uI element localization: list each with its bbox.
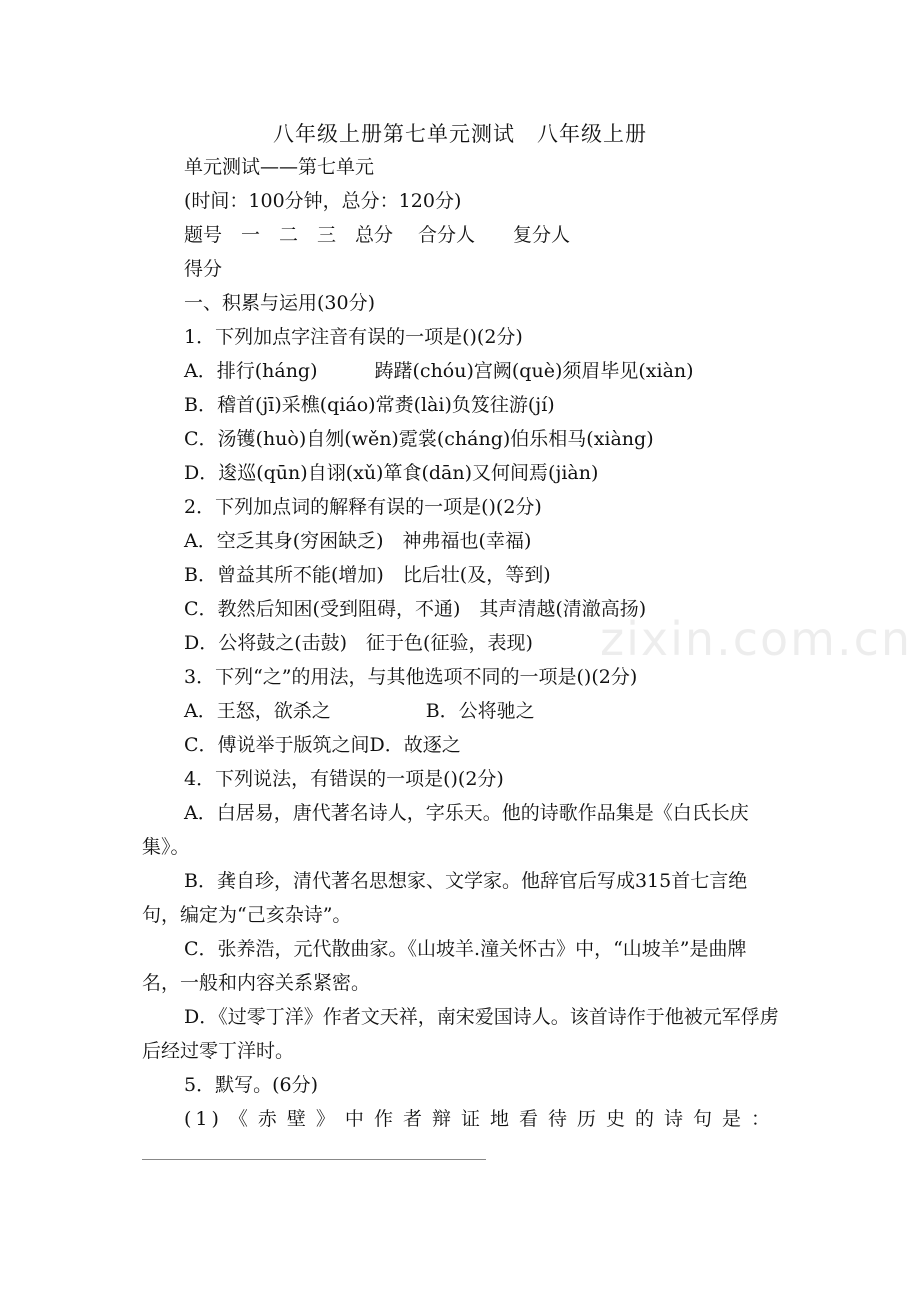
question-4-option-b: B．龚自珍，清代著名思想家、文学家。他辞官后写成315首七言绝句，编定为“己亥杂诗”。 [142, 870, 748, 926]
question-5-item-1: (1)《赤壁》中作者辩证地看待历史的诗句是： [184, 1108, 774, 1130]
answer-blank-line [142, 1159, 486, 1160]
score-table-row: 得分 [184, 258, 223, 280]
question-1-option-d: D．逡巡(qūn)自诩(xǔ)箪食(dān)又何间焉(jiàn) [184, 462, 599, 484]
section-heading: 一、积累与运用(30分) [184, 292, 376, 314]
question-2-option-c: C．教然后知困(受到阻碍，不通) 其声清越(清澈高扬) [184, 598, 647, 620]
question-3-options-ab: A．王怒，欲杀之 B．公将驰之 [184, 700, 535, 722]
question-1-option-a: A．排行(háng) 踌躇(chóu)宫阙(què)须眉毕见(xiàn) [184, 360, 694, 382]
page-title: 八年级上册第七单元测试 八年级上册 [273, 122, 647, 146]
question-3-options-cd: C．傅说举于版筑之间D．故逐之 [184, 734, 461, 756]
question-4-option-d: D．《过零丁洋》作者文天祥，南宋爱国诗人。该首诗作于他被元军俘虏后经过零丁洋时。 [142, 1006, 779, 1062]
question-4-option-a: A．白居易，唐代著名诗人，字乐天。他的诗歌作品集是《白氏长庆集》。 [142, 802, 749, 858]
question-1-option-c: C．汤镬(huò)自刎(wěn)霓裳(cháng)伯乐相马(xiàng) [184, 428, 654, 450]
question-2-option-b: B．曾益其所不能(增加) 比后壮(及，等到) [184, 564, 551, 586]
question-1-stem: 1．下列加点字注音有误的一项是()(2分) [184, 326, 523, 348]
question-4-stem: 4．下列说法，有错误的一项是()(2分) [184, 768, 504, 790]
question-2-option-a: A．空乏其身(穷困缺乏) 神弗福也(幸福) [184, 530, 532, 552]
question-2-option-d: D．公将鼓之(击鼓) 征于色(征验，表现) [184, 632, 533, 654]
question-3-stem: 3．下列“之”的用法，与其他选项不同的一项是()(2分) [184, 666, 638, 688]
question-4-option-c: C．张养浩，元代散曲家。《山坡羊.潼关怀古》中，“山坡羊”是曲牌名，一般和内容关系紧密。 [142, 938, 747, 994]
time-info: (时间：100分钟，总分：120分) [184, 190, 462, 212]
watermark: zixin.com.cn [600, 612, 913, 666]
question-2-stem: 2．下列加点词的解释有误的一项是()(2分) [184, 496, 542, 518]
question-5-stem: 5．默写。(6分) [184, 1074, 319, 1096]
subtitle: 单元测试——第七单元 [184, 156, 375, 178]
score-table-header: 题号 一 二 三 总分 合分人 复分人 [184, 224, 571, 246]
question-1-option-b: B．稽首(jī)采樵(qiáo)常赉(lài)负笈往游(jí) [184, 394, 555, 416]
